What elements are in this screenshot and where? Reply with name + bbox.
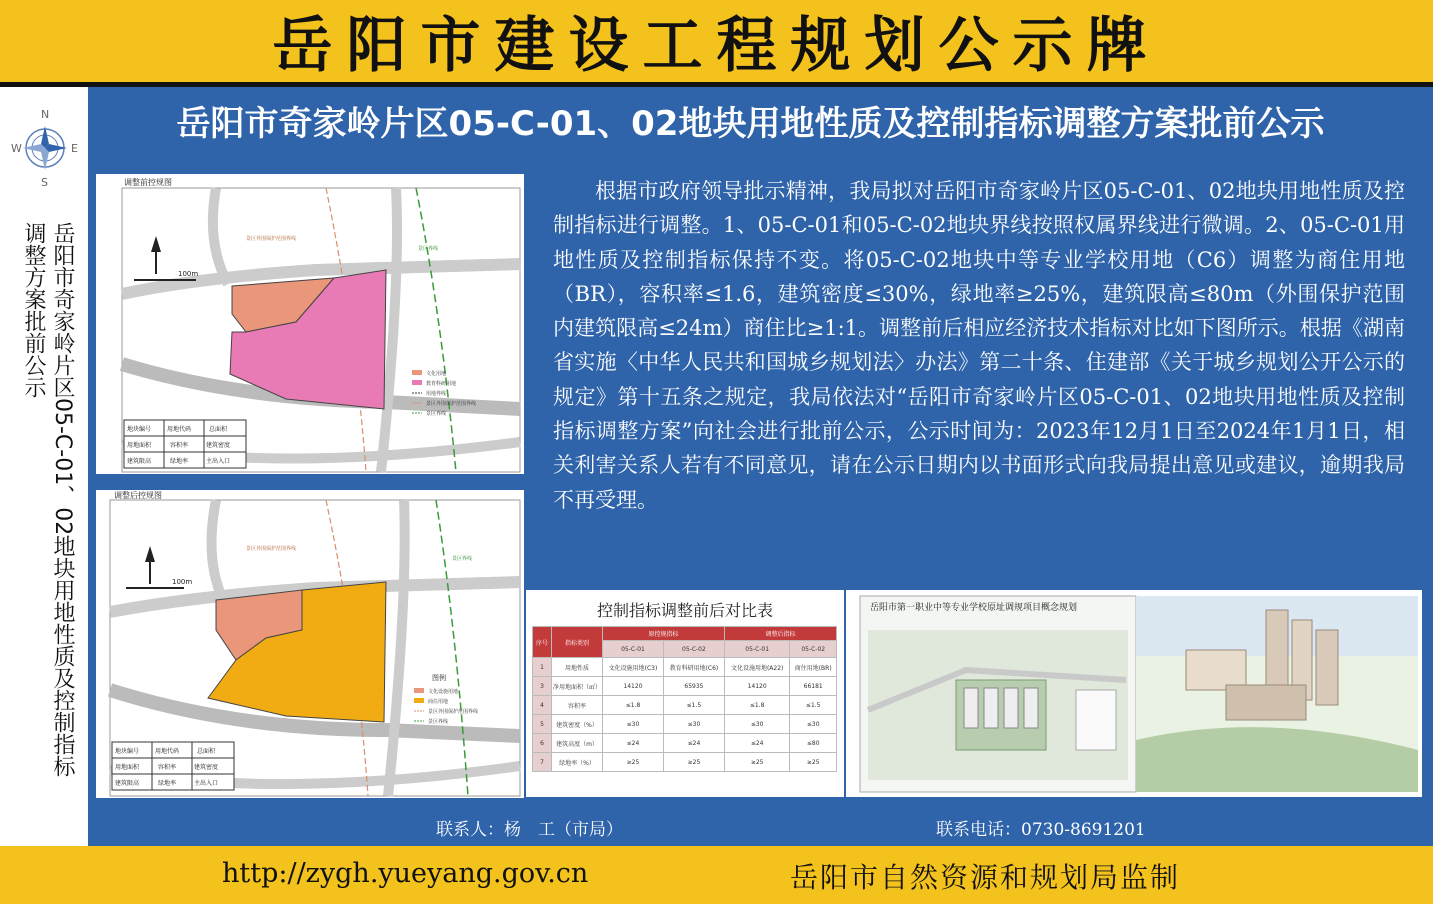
info-cell: 容积率 bbox=[158, 764, 177, 771]
supervisor-label: 岳阳市自然资源和规划局监制 bbox=[790, 861, 1181, 894]
comparison-table-title: 控制指标调整前后对比表 bbox=[596, 601, 773, 620]
cell: 净用地面积（㎡） bbox=[552, 677, 603, 696]
cell: ≤1.8 bbox=[724, 696, 790, 715]
info-cell: 主出入口 bbox=[194, 780, 219, 787]
col-index-header: 序号 bbox=[533, 627, 552, 658]
plot-header: 05-C-02 bbox=[663, 641, 724, 658]
cell: 3 bbox=[533, 677, 552, 696]
cell: ≤24 bbox=[724, 734, 790, 753]
legend-item: 教育科研用地 bbox=[426, 381, 457, 387]
info-cell: 地块编号 bbox=[127, 426, 152, 433]
cell: 6 bbox=[533, 734, 552, 753]
cell: 用地性质 bbox=[552, 658, 603, 677]
legend-item: 文化设施用地 bbox=[428, 689, 459, 695]
cell: ≥25 bbox=[663, 753, 724, 772]
cell: ≥25 bbox=[790, 753, 837, 772]
cell: 商住用地(BR) bbox=[790, 658, 837, 677]
cell: 14120 bbox=[603, 677, 664, 696]
cell: ≤30 bbox=[790, 715, 837, 734]
map-before-scale: 100m bbox=[178, 270, 199, 278]
table-row bbox=[533, 658, 837, 677]
compass-s: S bbox=[41, 176, 48, 189]
bottom-bar bbox=[0, 846, 1433, 904]
legend-item: 景区外围保护范围界线 bbox=[428, 709, 479, 715]
info-cell: 建筑限高 bbox=[127, 458, 152, 465]
legend-item: 景区外围保护范围界线 bbox=[426, 401, 477, 407]
cell: 4 bbox=[533, 696, 552, 715]
plot-header: 05-C-02 bbox=[790, 641, 837, 658]
map-after bbox=[96, 490, 524, 798]
legend-item: 用地界线 bbox=[426, 391, 447, 397]
cell: 7 bbox=[533, 753, 552, 772]
info-cell: 总面积 bbox=[197, 748, 216, 755]
map-after-scale: 100m bbox=[172, 578, 193, 586]
map-after-drawing bbox=[96, 490, 524, 798]
cell: 1 bbox=[533, 658, 552, 677]
info-cell: 用地面积 bbox=[127, 442, 152, 449]
map-before-boundary-label: 景区外围保护范围界线 bbox=[246, 236, 297, 242]
comparison-table bbox=[532, 626, 837, 772]
cell: ≤24 bbox=[603, 734, 664, 753]
info-cell: 主出入口 bbox=[206, 458, 231, 465]
legend-item: 商住用地 bbox=[428, 699, 449, 705]
cell: 建筑密度（%） bbox=[552, 715, 603, 734]
cell: 文化设施用地(A22) bbox=[724, 658, 790, 677]
cell: 14120 bbox=[724, 677, 790, 696]
cell: 文化设施用地(C3) bbox=[603, 658, 664, 677]
contact-phone: 联系电话：0730-8691201 bbox=[936, 820, 1146, 840]
map-before-title: 调整前控规图 bbox=[124, 178, 172, 187]
cell: ≤30 bbox=[724, 715, 790, 734]
legend-item: 景区界线 bbox=[426, 411, 447, 417]
map-after-info-table bbox=[112, 742, 234, 790]
info-cell: 绿地率 bbox=[170, 458, 189, 465]
info-cell: 建筑密度 bbox=[206, 442, 231, 449]
compass-w: W bbox=[11, 142, 22, 155]
info-cell: 用地面积 bbox=[115, 764, 140, 771]
col-item-header: 指标类别 bbox=[552, 627, 603, 658]
group-before-header: 原控规指标 bbox=[603, 627, 725, 641]
info-cell: 绿地率 bbox=[158, 780, 177, 787]
info-cell: 用地代码 bbox=[155, 748, 180, 755]
compass-n: N bbox=[41, 108, 50, 121]
legend-item: 文化用地 bbox=[426, 371, 447, 377]
legend-item: 景区界线 bbox=[428, 719, 449, 725]
cell: ≤1.5 bbox=[790, 696, 837, 715]
notice-body-text: 根据市政府领导批示精神，我局拟对岳阳市奇家岭片区05-C-01、02地块用地性质及控制指标进行调整。1、05-C-01和05-C-02地块界线按照权属界线进行微调。2、05-C-01用地性质及控制指标保持不变。将05-C-02地块中等专业学校用地（C6）调整为商住用地（BR），容积率≤1.6，建筑密度≤30%，绿地率≥25%，建筑限高≤80m（外围保护范围内建筑限高≤24m）商住比≥1:1。调整前后相应经济技术指标对比如下图所示。根据《湖南省实施〈中华人民共和国城乡规划法〉办法》第二十条、住建部《关于城乡规划公开公示的规定》第十五条之规定，我局依法对“岳阳市奇家岭片区05-C-01、02地块用地性质及控制指标调整方案”向社会进行批前公示，公示时间为：2023年12月1日至2024年1月1日，相关利害关系人若有不同意见，请在公示日期内以书面形式向我局提出意见或建议，逾期我局不再受理。 bbox=[553, 179, 1405, 512]
cell: 65935 bbox=[663, 677, 724, 696]
cell: 容积率 bbox=[552, 696, 603, 715]
side-title-line2: 调整方案批前公示 bbox=[21, 222, 46, 398]
table-row bbox=[533, 696, 837, 715]
map-after-boundary-label: 景区外围保护范围界线 bbox=[246, 546, 297, 552]
info-cell: 用地代码 bbox=[167, 426, 192, 433]
concept-rendering bbox=[846, 590, 1422, 797]
side-title-line1: 岳阳市奇家岭片区05-C-01、02地块用地性质及控制指标 bbox=[50, 222, 75, 778]
legend-title: 图例 bbox=[432, 674, 446, 682]
cell: ≤1.8 bbox=[603, 696, 664, 715]
table-row bbox=[533, 677, 837, 696]
cell: ≤24 bbox=[663, 734, 724, 753]
info-cell: 建筑密度 bbox=[194, 764, 219, 771]
concept-rendering-panel bbox=[846, 590, 1422, 797]
cell: ≤30 bbox=[663, 715, 724, 734]
cell: 建筑高度（m） bbox=[552, 734, 603, 753]
map-after-scenic-label: 景区界线 bbox=[452, 556, 473, 562]
cell: ≤80 bbox=[790, 734, 837, 753]
info-cell: 总面积 bbox=[209, 426, 228, 433]
notice-title: 岳阳市奇家岭片区05-C-01、02地块用地性质及控制指标调整方案批前公示 bbox=[176, 104, 1325, 144]
plot-header: 05-C-01 bbox=[724, 641, 790, 658]
group-after-header: 调整后指标 bbox=[724, 627, 836, 641]
comparison-table-panel bbox=[526, 590, 844, 797]
board-title: 岳阳市建设工程规划公示牌 bbox=[272, 11, 1161, 81]
info-cell: 地块编号 bbox=[115, 748, 140, 755]
cell: ≥25 bbox=[603, 753, 664, 772]
table-row bbox=[533, 753, 837, 772]
compass-icon bbox=[11, 108, 78, 189]
info-cell: 建筑限高 bbox=[115, 780, 140, 787]
compass-e: E bbox=[71, 142, 78, 155]
top-banner bbox=[0, 0, 1433, 82]
cell: ≥25 bbox=[724, 753, 790, 772]
cell: 66181 bbox=[790, 677, 837, 696]
map-before bbox=[96, 174, 524, 474]
rendering-title: 岳阳市第一职业中等专业学校原址调规项目概念规划 bbox=[870, 603, 1078, 613]
website-link[interactable]: http://zygh.yueyang.gov.cn bbox=[222, 858, 589, 889]
cell: 绿地率（%） bbox=[552, 753, 603, 772]
map-before-info-table bbox=[124, 420, 246, 468]
map-before-drawing bbox=[96, 174, 524, 474]
contact-person: 联系人：杨 工（市局） bbox=[436, 820, 623, 840]
plot-header: 05-C-01 bbox=[603, 641, 664, 658]
table-row bbox=[533, 734, 837, 753]
map-after-title: 调整后控规图 bbox=[114, 491, 162, 500]
cell: ≤30 bbox=[603, 715, 664, 734]
cell: 5 bbox=[533, 715, 552, 734]
map-before-scenic-label: 景区界线 bbox=[418, 246, 439, 252]
cell: 教育科研用地(C6) bbox=[663, 658, 724, 677]
info-cell: 容积率 bbox=[170, 442, 189, 449]
cell: ≤1.5 bbox=[663, 696, 724, 715]
table-row bbox=[533, 715, 837, 734]
